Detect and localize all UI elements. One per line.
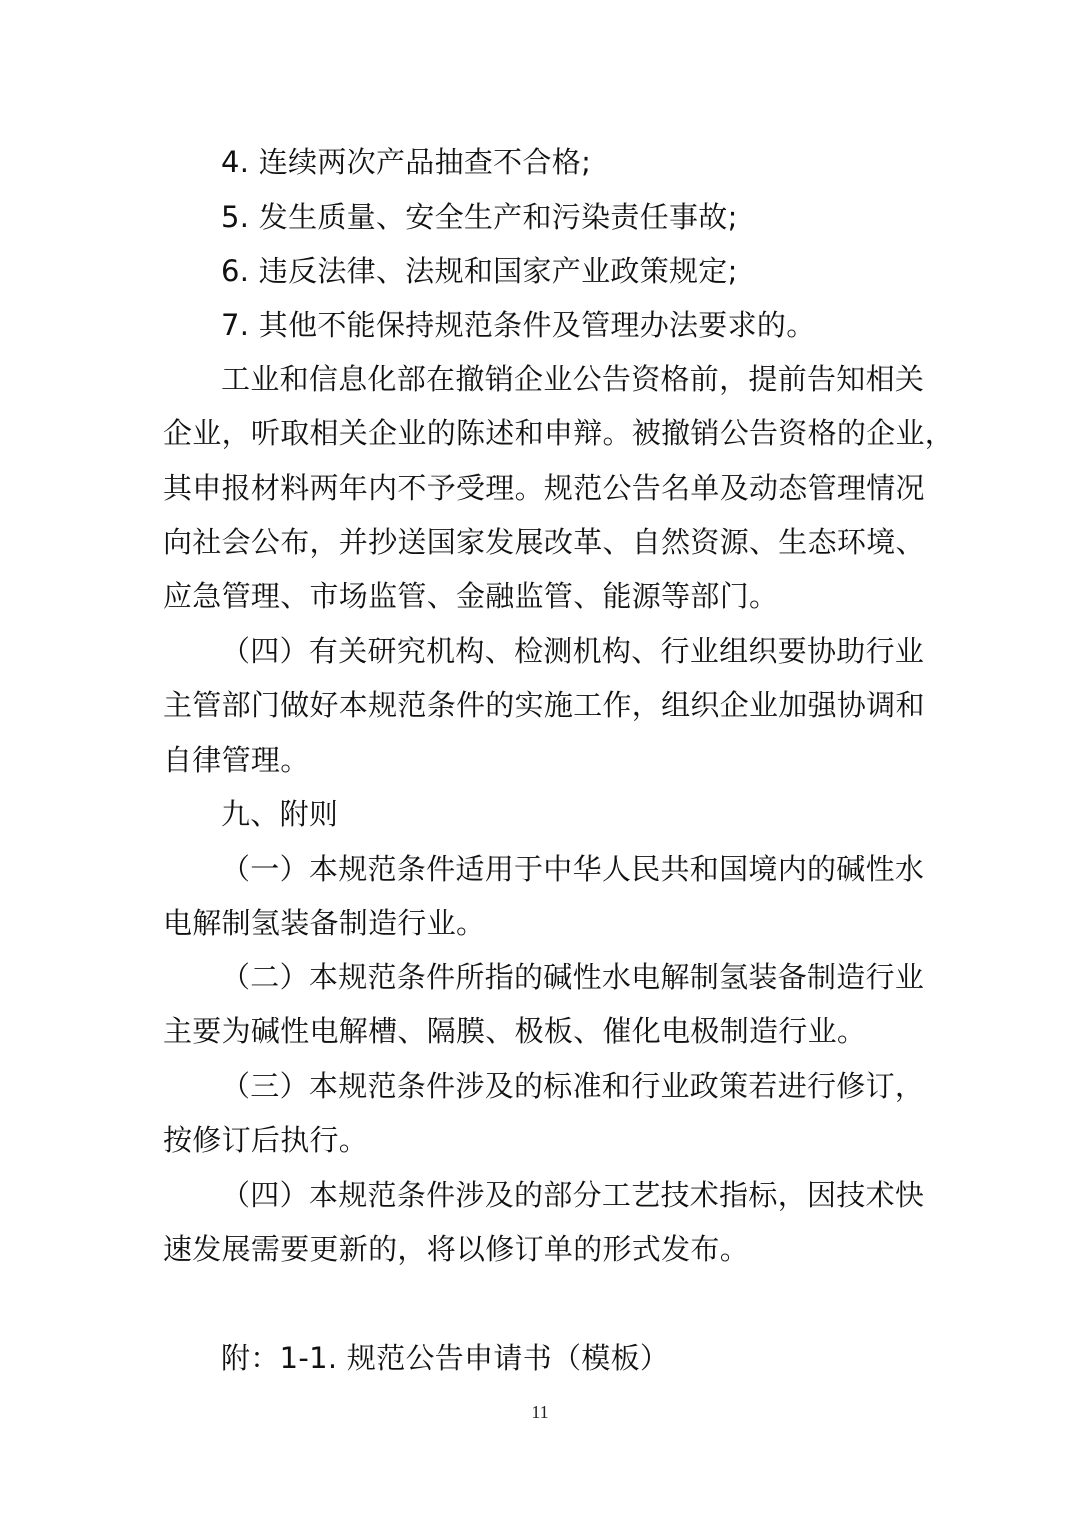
- text-line: （四）有关研究机构、检测机构、行业组织要协助行业: [221, 634, 925, 668]
- page-number: 11: [531, 1402, 549, 1422]
- text-line: （一）本规范条件适用于中华人民共和国境内的碱性水: [221, 852, 925, 886]
- text-line: 主管部门做好本规范条件的实施工作，组织企业加强协调和: [163, 688, 925, 722]
- text-line: （三）本规范条件涉及的标准和行业政策若进行修订，: [221, 1069, 925, 1103]
- text-line: 6. 违反法律、法规和国家产业政策规定;: [221, 254, 738, 288]
- text-line: （四）本规范条件涉及的部分工艺技术指标，因技术快: [221, 1178, 925, 1212]
- text-line: 主要为碱性电解槽、隔膜、极板、催化电极制造行业。: [163, 1014, 867, 1048]
- text-line: 应急管理、市场监管、金融监管、能源等部门。: [163, 579, 779, 613]
- text-line: 5. 发生质量、安全生产和污染责任事故;: [221, 200, 738, 234]
- text-line: 其申报材料两年内不予受理。规范公告名单及动态管理情况: [163, 471, 925, 505]
- text-line: 工业和信息化部在撤销企业公告资格前，提前告知相关: [221, 362, 925, 396]
- text-line: 7. 其他不能保持规范条件及管理办法要求的。: [221, 308, 816, 342]
- text-line: 4. 连续两次产品抽查不合格;: [221, 145, 592, 179]
- text-line: 企业，听取相关企业的陈述和申辩。被撤销公告资格的企业，: [163, 416, 955, 450]
- attachment-line: 附：1-1. 规范公告申请书（模板）: [221, 1341, 670, 1375]
- text-line: 按修订后执行。: [163, 1123, 369, 1157]
- text-line: 自律管理。: [163, 743, 310, 777]
- text-line: 电解制氢装备制造行业。: [163, 906, 486, 940]
- section-heading: 九、附则: [221, 797, 339, 831]
- text-line: 向社会公布，并抄送国家发展改革、自然资源、生态环境、: [163, 525, 925, 559]
- text-line: 速发展需要更新的，将以修订单的形式发布。: [163, 1232, 750, 1266]
- text-line: （二）本规范条件所指的碱性水电解制氢装备制造行业: [221, 960, 925, 994]
